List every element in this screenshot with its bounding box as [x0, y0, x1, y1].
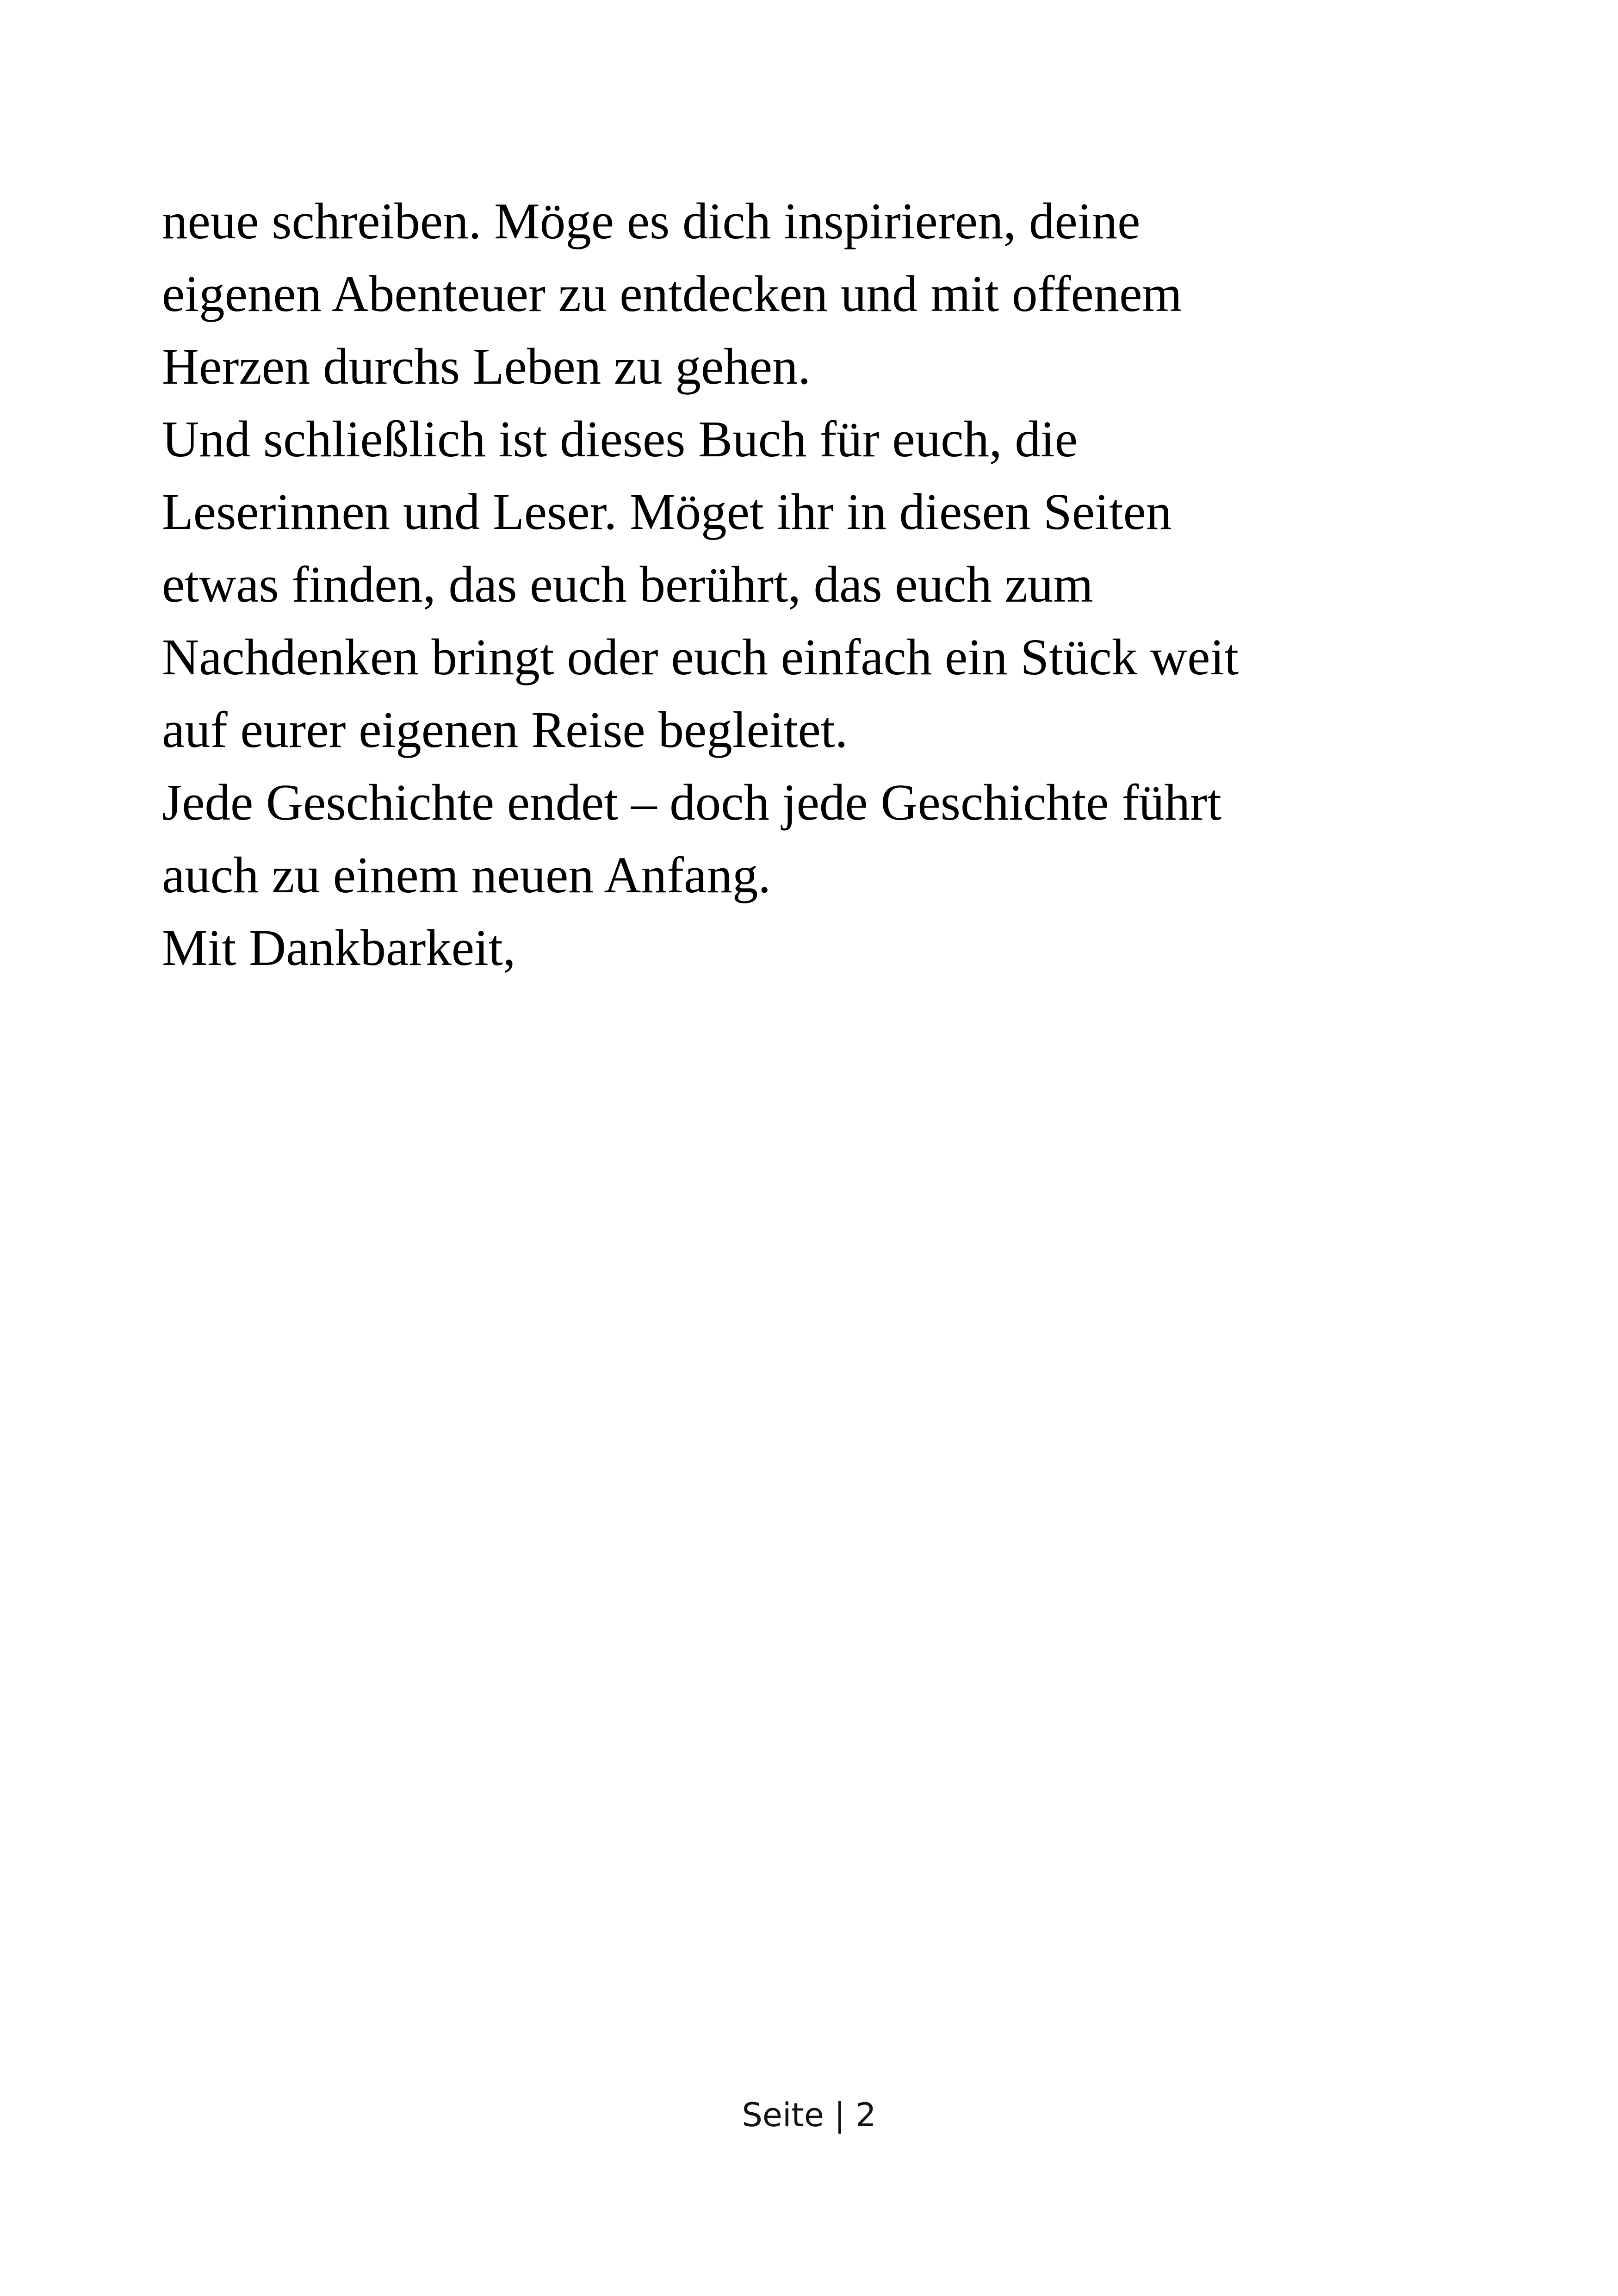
- text-line: auch zu einem neuen Anfang.: [162, 847, 771, 904]
- text-line: neue schreiben. Möge es dich inspirieren, deine: [162, 193, 1141, 250]
- text-line: Leserinnen und Leser. Möget ihr in diesen Seiten: [162, 484, 1172, 541]
- text-line: Mit Dankbarkeit,: [162, 920, 516, 977]
- body-text: [162, 185, 1481, 984]
- text-line: Jede Geschichte endet – doch jede Geschichte führt: [162, 774, 1221, 831]
- text-line: Und schließlich ist dieses Buch für euch, die: [162, 411, 1078, 468]
- text-line: Nachdenken bringt oder euch einfach ein Stück weit: [162, 629, 1239, 686]
- page-number: Seite | 2: [742, 2096, 876, 2134]
- text-line: auf eurer eigenen Reise begleitet.: [162, 702, 848, 759]
- text-line: Herzen durchs Leben zu gehen.: [162, 338, 811, 395]
- text-line: etwas finden, das euch berührt, das euch zum: [162, 556, 1093, 613]
- text-line: eigenen Abenteuer zu entdecken und mit offenem: [162, 266, 1182, 323]
